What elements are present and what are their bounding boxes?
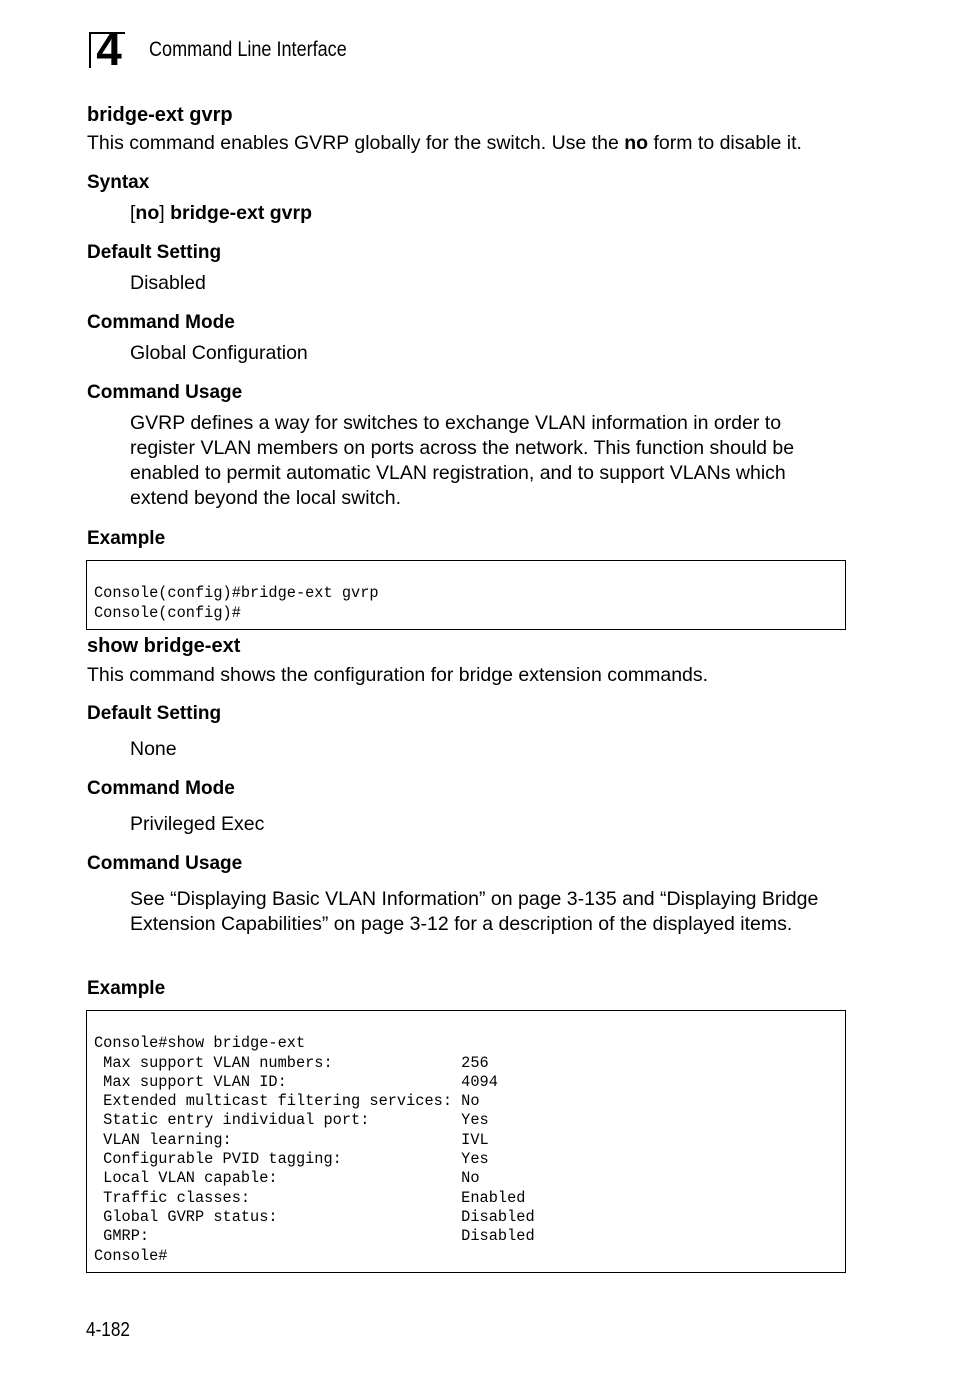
command-usage-heading: Command Usage <box>87 853 243 874</box>
command-description <box>87 131 867 156</box>
desc-text-end: form to disable it. <box>648 132 802 154</box>
example-heading: Example <box>87 978 166 999</box>
desc-text: This command enables GVRP globally for the switch. Use the <box>87 132 625 154</box>
code-line: VLAN learning: IVL <box>94 1130 489 1149</box>
command-usage-heading: Command Usage <box>87 382 243 403</box>
default-setting-heading: Default Setting <box>87 703 222 724</box>
command-usage-text: See “Displaying Basic VLAN Information” on page 3-135 and “Displaying Bridge Extension Capabilities” on page 3-12 for a description of the displayed items. <box>130 888 819 935</box>
command-title-show-bridge-ext: show bridge-ext <box>87 635 241 657</box>
desc-keyword: no <box>624 132 649 154</box>
default-setting-heading: Default Setting <box>87 242 222 263</box>
code-line: Max support VLAN ID: 4094 <box>94 1072 498 1091</box>
command-usage-text: GVRP defines a way for switches to exchange VLAN information in order to register VLAN members on ports across the network. This function should be enabled to permit automatic VLAN registration, and to support VLANs which extend beyond the local switch. <box>130 412 795 509</box>
chapter-number: 4 <box>96 23 122 75</box>
command-title-bridge-ext-gvrp: bridge-ext gvrp <box>87 104 233 126</box>
code-line: Extended multicast filtering services: No <box>94 1092 480 1111</box>
code-line: Global GVRP status: Disabled <box>94 1207 535 1226</box>
command-description: This command shows the configuration for bridge extension commands. <box>87 664 709 686</box>
default-setting-value: None <box>130 738 177 760</box>
syntax-line <box>130 201 312 226</box>
syntax-no-keyword: no <box>135 202 160 224</box>
command-mode-heading: Command Mode <box>87 312 235 333</box>
code-line: GMRP: Disabled <box>94 1227 535 1246</box>
example-code-block <box>86 1010 846 1273</box>
code-line: Static entry individual port: Yes <box>94 1111 489 1130</box>
syntax-heading: Syntax <box>87 172 150 193</box>
code-line: Console(config)# <box>94 603 241 622</box>
example-heading: Example <box>87 528 166 549</box>
code-line: Console#show bridge-ext <box>94 1034 306 1053</box>
default-setting-value: Disabled <box>130 272 206 294</box>
page-number: 4-182 <box>86 1319 130 1341</box>
syntax-bracket-close: ] <box>159 202 171 224</box>
running-header-title: Command Line Interface <box>149 38 347 61</box>
code-line: Local VLAN capable: No <box>94 1169 480 1188</box>
code-line: Traffic classes: Enabled <box>94 1188 526 1207</box>
command-mode-heading: Command Mode <box>87 778 235 799</box>
syntax-command: bridge-ext gvrp <box>170 202 313 224</box>
code-line: Console# <box>94 1246 168 1265</box>
code-line: Console(config)#bridge-ext gvrp <box>94 584 379 603</box>
command-mode-value: Global Configuration <box>130 342 308 364</box>
command-mode-value: Privileged Exec <box>130 813 265 835</box>
code-line: Configurable PVID tagging: Yes <box>94 1150 489 1169</box>
code-line: Max support VLAN numbers: 256 <box>94 1053 489 1072</box>
example-code-block <box>86 560 846 630</box>
syntax-bracket-open: [ <box>130 202 136 224</box>
